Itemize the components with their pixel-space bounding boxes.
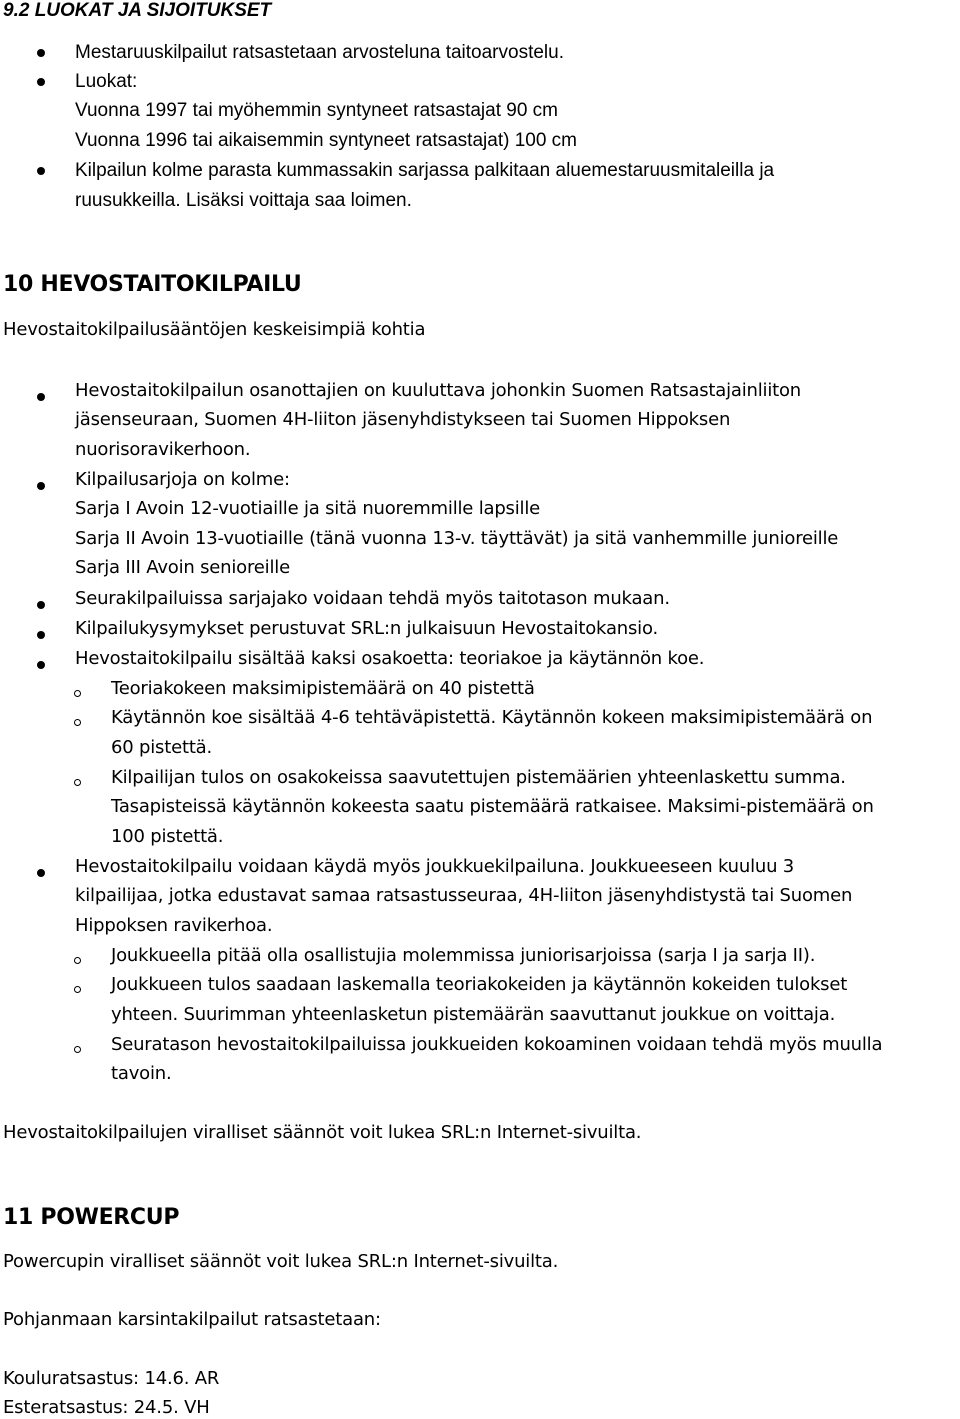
- text-line: 100 pistettä.: [111, 826, 224, 847]
- circle-bullet-icon: [74, 779, 81, 786]
- text-line: Vuonna 1997 tai myöhemmin syntyneet ratsastajat 90 cm: [75, 100, 558, 121]
- text-line: Sarja III Avoin senioreille: [75, 557, 290, 578]
- text-line: kilpailijaa, jotka edustavat samaa ratsastusseuraa, 4H-liiton jäsenyhdistystä tai Suomen: [75, 885, 853, 906]
- text-line: Teoriakokeen maksimipistemäärä on 40 pistettä: [111, 678, 535, 699]
- bullet-icon: [37, 601, 45, 609]
- bullet-icon: [37, 661, 45, 669]
- text-line: nuorisoravikerhoon.: [75, 439, 251, 460]
- bullet-icon: [37, 482, 45, 490]
- bullet-icon: [37, 49, 45, 57]
- text-line: Mestaruuskilpailut ratsastetaan arvosteluna taitoarvostelu.: [75, 42, 564, 63]
- text-line: Luokat:: [75, 71, 138, 92]
- bullet-icon: [37, 167, 45, 175]
- text-line: Kilpailun kolme parasta kummassakin sarjassa palkitaan aluemestaruusmitaleilla ja: [75, 160, 775, 181]
- text-line: Vuonna 1996 tai aikaisemmin syntyneet ratsastajat) 100 cm: [75, 130, 578, 151]
- text-line: Kilpailijan tulos on osakokeissa saavutettujen pistemäärien yhteenlaskettu summa.: [111, 767, 846, 788]
- text-line: Kilpailusarjoja on kolme:: [75, 469, 290, 490]
- text-line: Seurakilpailuissa sarjajako voidaan tehdä myös taitotason mukaan.: [75, 588, 670, 609]
- section-heading-10: 10 HEVOSTAITOKILPAILU: [3, 272, 302, 297]
- text-line: Pohjanmaan karsintakilpailut ratsastetaan:: [3, 1309, 381, 1330]
- text-line: 60 pistettä.: [111, 737, 213, 758]
- bullet-icon: [37, 78, 45, 86]
- circle-bullet-icon: [74, 1046, 81, 1053]
- text-line: tavoin.: [111, 1063, 172, 1084]
- bullet-icon: [37, 393, 45, 401]
- text-line: Kilpailukysymykset perustuvat SRL:n julkaisuun Hevostaitokansio.: [75, 618, 658, 639]
- text-line: Sarja I Avoin 12-vuotiaille ja sitä nuoremmille lapsille: [75, 498, 541, 519]
- circle-bullet-icon: [74, 986, 81, 993]
- text-line: Hevostaitokilpailu voidaan käydä myös joukkuekilpailuna. Joukkueeseen kuuluu 3: [75, 856, 795, 877]
- text-line: Hevostaitokilpailu sisältää kaksi osakoetta: teoriakoe ja käytännön koe.: [75, 648, 705, 669]
- circle-bullet-icon: [74, 690, 81, 697]
- text-line: Powercupin viralliset säännöt voit lukea SRL:n Internet-sivuilta.: [3, 1251, 559, 1272]
- text-line: Hippoksen ravikerhoa.: [75, 915, 273, 936]
- text-line: Esteratsastus: 24.5. VH: [3, 1397, 210, 1418]
- section-heading-9-2: 9.2 LUOKAT JA SIJOITUKSET: [3, 0, 272, 21]
- section-intro: Hevostaitokilpailusääntöjen keskeisimpiä kohtia: [3, 319, 426, 340]
- section-footer: Hevostaitokilpailujen viralliset säännöt voit lukea SRL:n Internet-sivuilta.: [3, 1122, 642, 1143]
- bullet-icon: [37, 631, 45, 639]
- circle-bullet-icon: [74, 719, 81, 726]
- text-line: ruusukkeilla. Lisäksi voittaja saa loimen.: [75, 190, 412, 211]
- text-line: jäsenseuraan, Suomen 4H-liiton jäsenyhdistykseen tai Suomen Hippoksen: [75, 409, 731, 430]
- text-line: yhteen. Suurimman yhteenlasketun pistemäärän saavuttanut joukkue on voittaja.: [111, 1004, 836, 1025]
- text-line: Sarja II Avoin 13-vuotiaille (tänä vuonna 13-v. täyttävät) ja sitä vanhemmille junioreille: [75, 528, 839, 549]
- text-line: Kouluratsastus: 14.6. AR: [3, 1368, 220, 1389]
- text-line: Tasapisteissä käytännön kokeesta saatu pistemäärä ratkaisee. Maksimi-pistemäärä on: [111, 796, 874, 817]
- bullet-icon: [37, 869, 45, 877]
- text-line: Hevostaitokilpailun osanottajien on kuuluttava johonkin Suomen Ratsastajainliiton: [75, 380, 801, 401]
- circle-bullet-icon: [74, 957, 81, 964]
- text-line: Joukkueella pitää olla osallistujia molemmissa juniorisarjoissa (sarja I ja sarja II).: [111, 945, 816, 966]
- text-line: Seuratason hevostaitokilpailuissa joukkueiden kokoaminen voidaan tehdä myös muulla: [111, 1034, 883, 1055]
- text-line: Joukkueen tulos saadaan laskemalla teoriakokeiden ja käytännön kokeiden tulokset: [111, 974, 848, 995]
- section-heading-11: 11 POWERCUP: [3, 1205, 180, 1230]
- text-line: Käytännön koe sisältää 4-6 tehtäväpistettä. Käytännön kokeen maksimipistemäärä on: [111, 707, 873, 728]
